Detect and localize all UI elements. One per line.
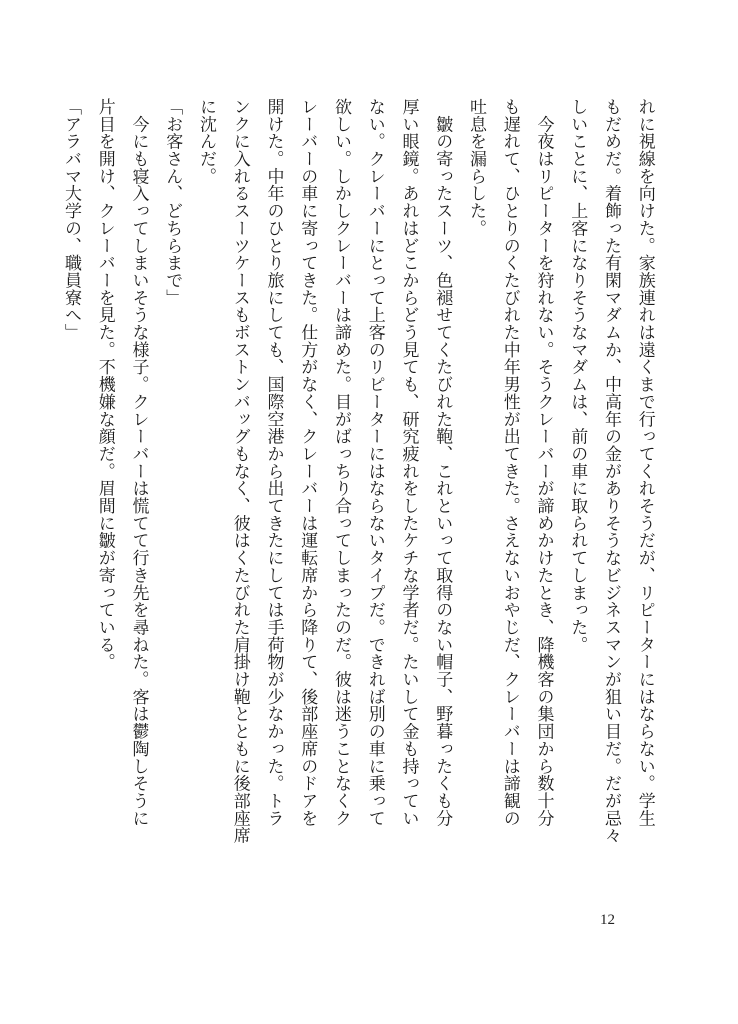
text-line: 今にも寝入ってしまいそうな様子。クレーバーは慌てて行き先を尋ねた。客は鬱陶しそうに (128, 98, 149, 827)
page-number: 12 (600, 912, 615, 928)
vertical-text-block (58, 98, 658, 922)
text-line: 今夜はリピーターを狩れない。そうクレーバーが諦めかけたとき、降機客の集団から数十分 (533, 98, 554, 827)
text-line: 「アラバマ大学の、職員寮へ」 (61, 98, 81, 341)
text-line: 厚い眼鏡。あれはどこからどう見ても、研究疲れをしたケチな学者だ。たいして金も持ってい (398, 98, 419, 827)
text-line: れに視線を向けた。家族連れは遠くまで行ってくれそうだが、リピーターにはならない。学生 (634, 98, 655, 827)
text-line: に沈んだ。 (196, 98, 216, 185)
text-line: 欲しい。しかしクレーバーは諦めた。目がばっちり合ってしまったのだ。彼は迷うことなくク (331, 98, 351, 827)
text-line: も遅れて、ひとりのくたびれた中年男性が出てきた。さえないおやじだ、クレーバーは諦観の (499, 98, 520, 827)
text-line: ない。クレーバーにとって上客のリピーターにはならないタイプだ。できれば別の車に乗って (364, 98, 385, 827)
text-line: もだめだ。着飾った有閑マダムか、中高年の金がありそうなビジネスマンが狙い目だ。だが忌々 (601, 98, 621, 845)
text-line: 開けた。中年のひとり旅にしても、国際空港から出てきたにしては手荷物が少なかった。トラ (263, 98, 284, 827)
text-line: ンクに入れるスーツケースもボストンバッグもなく、彼はくたびれた肩掛け鞄とともに後部座席 (229, 98, 250, 845)
text-line: レーバーの車に寄ってきた。仕方がなく、クレーバーは運転席から降りて、後部座席のドアを (297, 98, 318, 827)
text-line: 「お客さん、どちらまで」 (162, 98, 183, 307)
text-line: 吐息を漏らした。 (466, 98, 486, 237)
text-line: 片目を開け、クレーバーを見た。不機嫌な顔だ。眉間に皺が寄っている。 (94, 98, 115, 671)
text-line: しいことに、上客になりそうなマダムは、前の車に取られてしまった。 (567, 98, 588, 654)
text-line: 皺の寄ったスーツ、色褪せてくたびれた鞄、これといって取得のない帽子、野暮ったくも分 (432, 98, 453, 827)
